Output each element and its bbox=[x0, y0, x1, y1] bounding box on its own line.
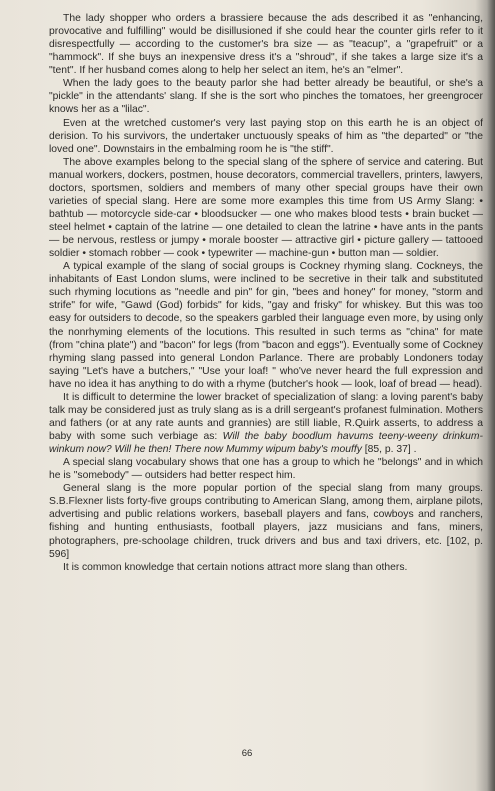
paragraph-1: The lady shopper who orders a brassiere because the ads described it as "enhancing, provocative and fulfilling" would be disillusioned if she could hear the counter girls refer to it disrespectfully — according to the customer's bra size — as "teacup", a "grapefruit" or a "hammock". If she buys an inexpensive dress it's a "shroud", if she takes a large size it's a "tent". If her husband comes along to help her select an item, he's an "elmer". bbox=[49, 13, 483, 77]
paragraph-7: A special slang vocabulary shows that one has a group to which he "belongs" and in which he is "somebody" — outsiders had better respect him. bbox=[49, 457, 483, 482]
paragraph-5: A typical example of the slang of social groups is Cockney rhyming slang. Cockneys, the inhabitants of East London slums, were inclined to be secretive in their talk and substituted such rhyming locutions as "needle and pin" for gin, "bees and honey" for money, "storm and strife" for wife, "Gawd (God) forbids" for kids, "gay and frisky" for whiskey. But this was too easy for outsiders to decode, so the speakers garbled their language even more, by using only the nonrhyming elements of the locutions. This resulted in such terms as "china" for mate (from "china plate") and "bacon" for legs (from "bacon and eggs"). Eventually some of Cockney rhyming slang passed into general London Parlance. There are probably Londoners today saying "Let's have a butchers," "Use your loaf! " who've never heard the full expression and have no idea it has anything to do with a rhyme (butcher's hook — look, loaf of bread — head). bbox=[49, 261, 483, 390]
paragraph-6-text: It is difficult to determine the lower bracket of specialization of slang: a loving parent's baby talk may be considered just as truly slang as is a drill sergeant's profanest fulmination. Mothers and fathers (or at any rate aunts and grannies) are still liable, R.Quirk asserts, to address a baby with some such verbiage as: bbox=[49, 391, 483, 442]
paragraph-3: Even at the wretched customer's very last paying stop on this earth he is an object of derision. To his survivors, the undertaker unctuously speaks of him as "the departed" or "the loved one". Downstairs in the embalming room he is "the stiff". bbox=[49, 117, 483, 155]
paragraph-9: It is common knowledge that certain notions attract more slang than others. bbox=[63, 561, 408, 573]
paragraph-4: The above examples belong to the special slang of the sphere of service and catering. But manual workers, dockers, postmen, house decorators, commercial travellers, printers, lawyers, doctors, sportsmen, soldiers and members of many other special groups have their own varieties of special slang. Here are some more examples this time from US Army Slang: • bathtub — motorcycle side-car • bloodsucker — one who makes blood tests • brain bucket — steel helmet • captain of the latrine — one detailed to clean the latrine • have ants in the pants — be nervous, restless or jumpy • morale booster — attractive girl • picture gallery — tattooed soldier • stomach robber — cook • typewriter — machine-gun • button man — soldier. bbox=[49, 156, 483, 260]
paragraph-8: General slang is the more popular portion of the special slang from many groups. S.B.Flexner lists forty-five groups contributing to American Slang, among them, airplane pilots, advertising and public relations workers, baseball players and fans, cowboys and ranchers, fishing and hunting enthusiasts, football players, jazz musicians and fans, miners, photographers, pre-schoolage children, truck drivers and bus and taxi drivers, etc. [102, p. 596] bbox=[49, 483, 483, 560]
paragraph-2: When the lady goes to the beauty parlor she had better already be beautiful, or she's a "pickle" in the attendants' slang. If she is the sort who pinches the tomatoes, her greengrocer knows her as a "lilac". bbox=[49, 78, 483, 116]
page-number: 66 bbox=[241, 748, 253, 759]
baby-talk-reference: [85, p. 37] . bbox=[361, 444, 417, 456]
body-text bbox=[49, 12, 483, 574]
page-edge-shadow bbox=[487, 0, 495, 791]
baby-talk-quote: Will the baby boodlum havums teeny-weeny drinkum-winkum now? Will he then! There now Mummy wipum baby's mouffy bbox=[49, 431, 483, 456]
paragraph-6 bbox=[49, 391, 483, 456]
